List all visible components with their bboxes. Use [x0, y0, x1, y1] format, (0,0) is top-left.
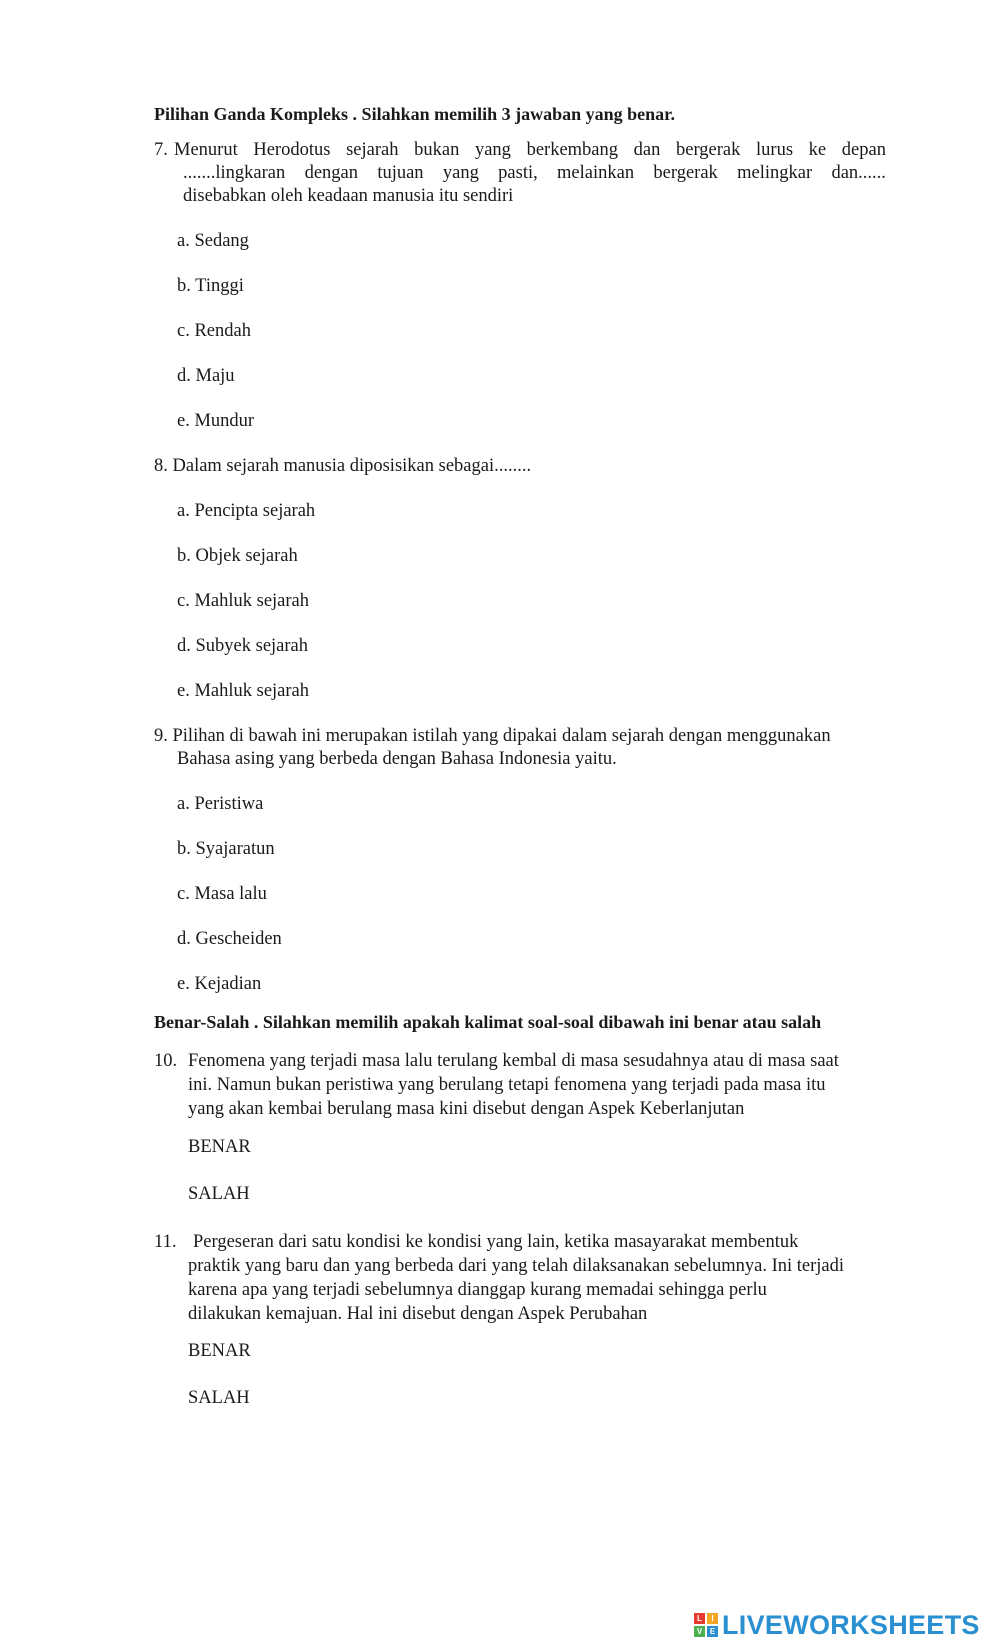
q7-option-b[interactable]: b. Tinggi	[177, 276, 244, 296]
q8-option-c[interactable]: c. Mahluk sejarah	[177, 591, 310, 611]
question-10-line-2: ini. Namun bukan peristiwa yang berulang tetapi fenomena yang terjadi pada masa itu	[188, 1075, 826, 1095]
question-11-line-3: karena apa yang terjadi sebelumnya dianggap kurang memadai sehingga perlu	[188, 1280, 767, 1300]
question-11-line-1: Pergeseran dari satu kondisi ke kondisi yang lain, ketika masayarakat membentuk	[193, 1232, 799, 1252]
question-7-line-3: disebabkan oleh keadaan manusia itu sendiri	[183, 186, 514, 206]
q7-option-d[interactable]: d. Maju	[177, 366, 235, 386]
question-7-line-2	[183, 163, 886, 184]
question-7-number: 7.	[154, 140, 168, 160]
q7-word: Herodotus	[253, 140, 331, 160]
q7-word: yang	[474, 140, 511, 160]
q7-option-a[interactable]: a. Sedang	[177, 231, 249, 251]
logo-grid-icon	[694, 1613, 718, 1637]
question-11-number: 11.	[154, 1232, 177, 1252]
q8-option-d[interactable]: d. Subyek sejarah	[177, 636, 309, 656]
q7-word: melainkan	[557, 163, 635, 183]
q11-false-option[interactable]: SALAH	[188, 1388, 250, 1408]
q10-false-option[interactable]: SALAH	[188, 1184, 250, 1204]
q9-option-d[interactable]: d. Gescheiden	[177, 929, 282, 949]
question-9-line-1: 9. Pilihan di bawah ini merupakan istilah yang dipakai dalam sejarah dengan menggunakan	[154, 726, 831, 746]
q7-word: Menurut	[174, 140, 238, 160]
q7-word: dengan	[304, 163, 358, 183]
liveworksheets-logo	[694, 1610, 980, 1640]
question-10-number: 10.	[154, 1051, 178, 1071]
q7-word: dan......	[831, 163, 886, 183]
q8-option-b[interactable]: b. Objek sejarah	[177, 546, 298, 566]
q9-option-e[interactable]: e. Kejadian	[177, 974, 262, 994]
logo-letter-l: L	[694, 1613, 705, 1624]
question-9-line-2: Bahasa asing yang berbeda dengan Bahasa Indonesia yaitu.	[177, 749, 617, 769]
question-8-text: 8. Dalam sejarah manusia diposisikan sebagai........	[154, 456, 532, 476]
q7-word: .......lingkaran	[183, 163, 286, 183]
q9-option-b[interactable]: b. Syajaratun	[177, 839, 275, 859]
section-heading-true-false: Benar-Salah . Silahkan memilih apakah kalimat soal-soal dibawah ini benar atau salah	[154, 1012, 822, 1032]
q7-word: dan	[633, 140, 661, 160]
q7-word: yang	[442, 163, 479, 183]
q7-option-c[interactable]: c. Rendah	[177, 321, 251, 341]
q7-word: sejarah	[346, 140, 399, 160]
q8-option-a[interactable]: a. Pencipta sejarah	[177, 501, 316, 521]
q9-option-c[interactable]: c. Masa lalu	[177, 884, 267, 904]
q7-word: ke	[808, 140, 827, 160]
q7-word: bergerak	[653, 163, 718, 183]
question-11-line-4: dilakukan kemajuan. Hal ini disebut dengan Aspek Perubahan	[188, 1304, 648, 1324]
q7-word: lurus	[756, 140, 794, 160]
q7-word: tujuan	[377, 163, 424, 183]
logo-letter-v: V	[694, 1626, 705, 1637]
section-heading-multiple-choice: Pilihan Ganda Kompleks . Silahkan memilih 3 jawaban yang benar.	[154, 104, 675, 124]
logo-letter-i: I	[707, 1613, 718, 1624]
question-7-line-1	[174, 140, 886, 161]
q7-word: bergerak	[676, 140, 741, 160]
q10-true-option[interactable]: BENAR	[188, 1137, 251, 1157]
q7-word: bukan	[414, 140, 460, 160]
q7-option-e[interactable]: e. Mundur	[177, 411, 255, 431]
question-11-line-2: praktik yang baru dan yang berbeda dari yang telah dilaksanakan sebelumnya. Ini terjadi	[188, 1256, 844, 1276]
question-10-line-3: yang akan kembai berulang masa kini disebut dengan Aspek Keberlanjutan	[188, 1099, 745, 1119]
q7-word: melingkar	[737, 163, 813, 183]
q7-word: depan	[841, 140, 886, 160]
q7-word: berkembang	[526, 140, 619, 160]
logo-letter-e: E	[707, 1626, 718, 1637]
q7-word: pasti,	[498, 163, 538, 183]
logo-text: LIVEWORKSHEETS	[722, 1609, 980, 1640]
q11-true-option[interactable]: BENAR	[188, 1341, 251, 1361]
q9-option-a[interactable]: a. Peristiwa	[177, 794, 264, 814]
q8-option-e[interactable]: e. Mahluk sejarah	[177, 681, 310, 701]
question-10-line-1: Fenomena yang terjadi masa lalu terulang kembal di masa sesudahnya atau di masa saat	[188, 1051, 839, 1071]
